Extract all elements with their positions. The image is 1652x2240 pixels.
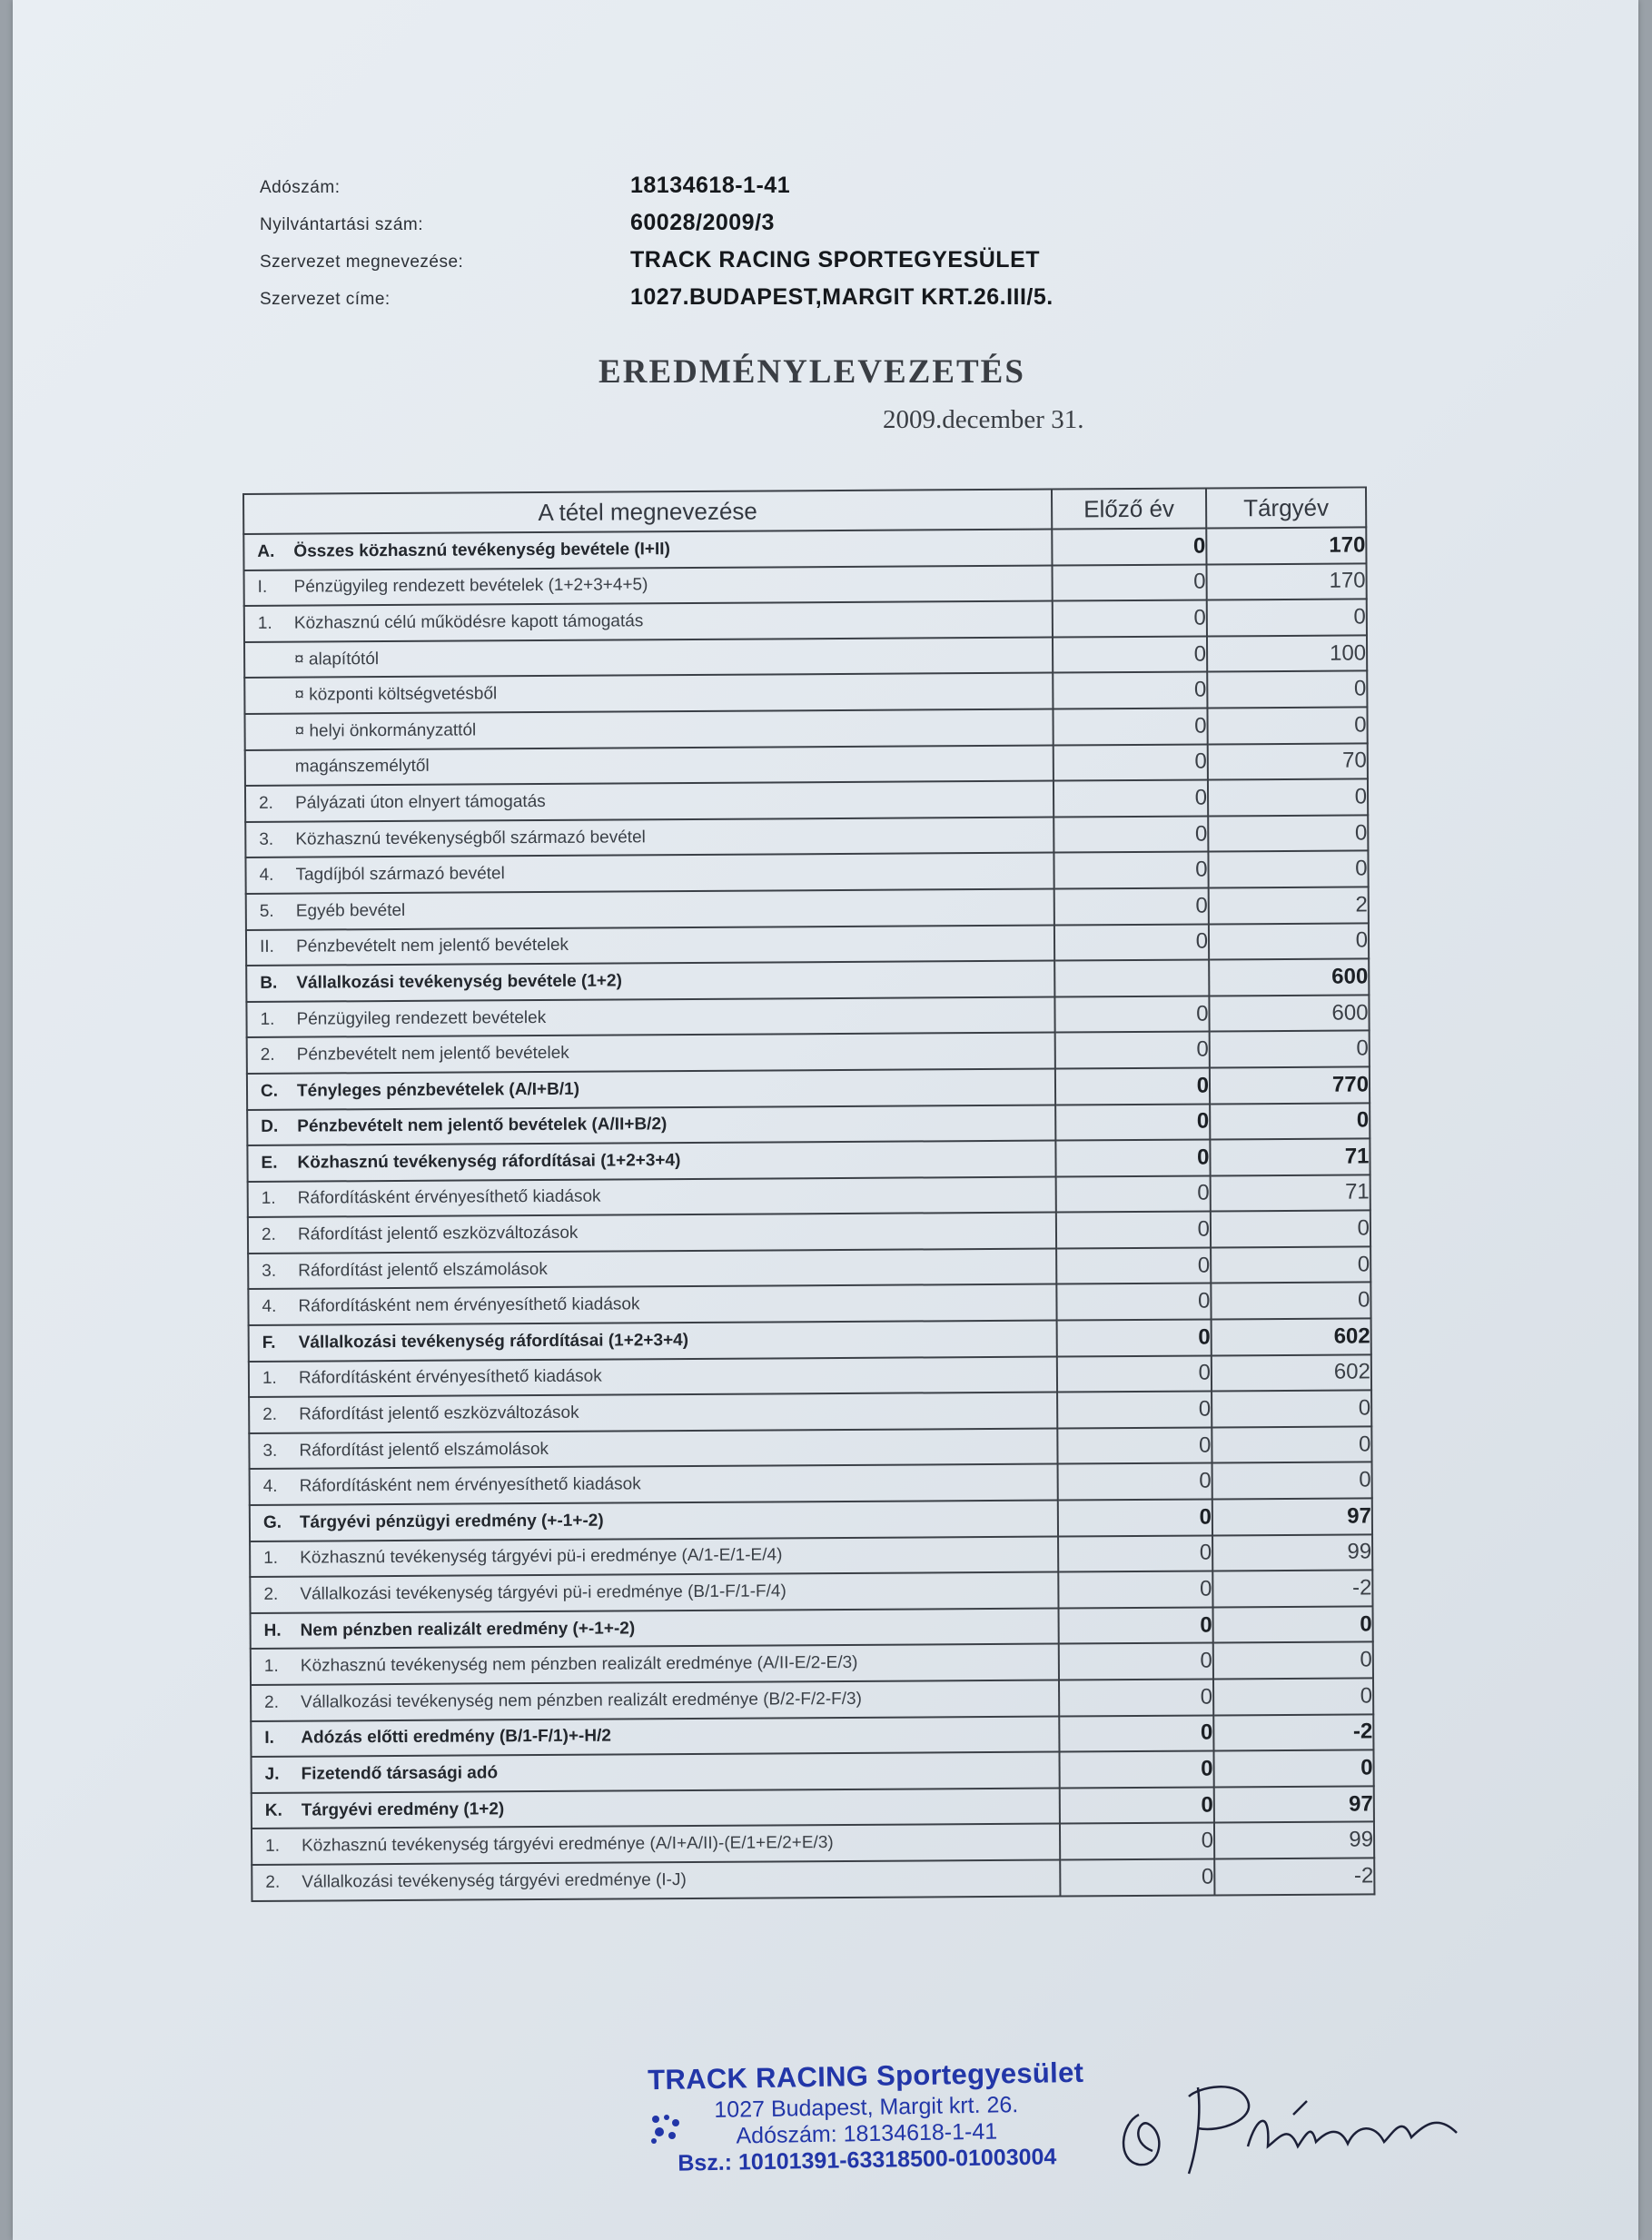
row-item-name [245, 781, 1054, 822]
row-item-name [252, 1859, 1060, 1900]
row-item-name [251, 1680, 1059, 1721]
row-current-year-value: 170 [1206, 527, 1366, 564]
row-current-year-value: 71 [1211, 1175, 1370, 1212]
row-code: 1. [265, 1836, 281, 1857]
row-label: ¤ központi költségvetésből [294, 684, 498, 705]
row-prev-year-value: 0 [1054, 887, 1209, 925]
row-current-year-value: 0 [1207, 671, 1367, 709]
row-prev-year-value: 0 [1058, 1500, 1212, 1537]
row-prev-year-value: 0 [1060, 1858, 1214, 1896]
row-item-name [250, 1464, 1058, 1505]
row-item-name [248, 1284, 1056, 1325]
row-label: Közhasznú tevékenység nem pénzben realizált eredménye (A/II-E/2-E/3) [300, 1653, 858, 1676]
row-prev-year-value: 0 [1058, 1463, 1212, 1501]
table-row [252, 1858, 1374, 1900]
row-code: 1. [260, 1009, 275, 1029]
row-prev-year-value: 0 [1059, 1679, 1213, 1716]
document-date: 2009.december 31. [883, 405, 1084, 434]
row-label: Közhasznú tevékenység tárgyévi pü-i eredménye (A/1-E/1-E/4) [300, 1545, 783, 1569]
row-code: 2. [263, 1584, 279, 1604]
row-current-year-value: 0 [1208, 815, 1368, 852]
registry-number-value: 60028/2009/3 [630, 210, 775, 235]
row-item-name [249, 1356, 1057, 1397]
row-code: G. [262, 1512, 282, 1532]
row-prev-year-value: 0 [1055, 1140, 1210, 1177]
row-prev-year-value: 0 [1059, 1607, 1213, 1644]
row-prev-year-value: 0 [1054, 744, 1208, 781]
row-prev-year-value: 0 [1054, 924, 1209, 961]
row-prev-year-value: 0 [1056, 1247, 1211, 1284]
row-current-year-value: 0 [1210, 1031, 1370, 1068]
row-label: Ráfordításként érvényesíthető kiadások [297, 1187, 601, 1209]
row-current-year-value: 70 [1208, 743, 1368, 780]
row-code: 2. [262, 1404, 278, 1424]
row-label: Ráfordításként nem érvényesíthető kiadások [299, 1474, 641, 1496]
row-current-year-value: 0 [1211, 1283, 1370, 1320]
row-code: E. [261, 1153, 278, 1173]
row-label: Vállalkozási tevékenység nem pénzben realizált eredménye (B/2-F/2-F/3) [301, 1689, 862, 1712]
row-prev-year-value: 0 [1052, 529, 1206, 566]
row-label: Összes közhasznú tevékenység bevétele (I+II) [293, 539, 670, 561]
row-label: Ráfordítást jelentő elszámolások [299, 1439, 549, 1461]
row-item-name [245, 745, 1054, 786]
row-prev-year-value: 0 [1053, 564, 1207, 601]
row-item-name [245, 853, 1054, 894]
row-label: Ráfordítást jelentő eszközváltozások [297, 1223, 579, 1244]
row-prev-year-value: 0 [1053, 708, 1207, 745]
row-prev-year-value: 0 [1059, 1643, 1213, 1680]
row-prev-year-value: 0 [1057, 1427, 1212, 1464]
row-prev-year-value: 0 [1053, 600, 1207, 638]
row-label: ¤ helyi önkormányzattól [294, 720, 477, 741]
row-current-year-value: 602 [1212, 1354, 1371, 1392]
row-current-year-value: 770 [1210, 1066, 1370, 1104]
column-header-name: A tétel megnevezése [243, 490, 1052, 534]
row-code: C. [260, 1081, 279, 1101]
row-item-name [247, 1105, 1055, 1145]
row-item-name [248, 1213, 1056, 1254]
row-item-name [244, 637, 1053, 678]
row-code: 2. [264, 1692, 280, 1712]
row-prev-year-value: 0 [1055, 1104, 1210, 1141]
row-code: 3. [262, 1261, 277, 1281]
header-row-org-address [260, 284, 1168, 322]
row-item-name [248, 1176, 1056, 1217]
row-code: A. [257, 541, 275, 561]
row-item-name [246, 888, 1054, 929]
row-label: magánszemélytől [294, 757, 430, 778]
row-code: H. [263, 1621, 282, 1640]
row-code: D. [261, 1117, 279, 1137]
row-item-name [251, 1608, 1059, 1649]
header-info [260, 173, 1168, 322]
row-code: 1. [262, 1369, 277, 1389]
row-item-name [247, 1068, 1055, 1109]
stamp-bank-account: Bsz.: 10101391-63318500-01003004 [678, 2144, 1057, 2176]
row-prev-year-value: 0 [1059, 1715, 1213, 1752]
column-header-prev-year: Előző év [1052, 489, 1206, 530]
row-current-year-value: 0 [1212, 1391, 1371, 1428]
row-current-year-value: 0 [1209, 923, 1369, 960]
row-label: Vállalkozási tevékenység bevétele (1+2) [296, 971, 622, 993]
row-item-name [249, 1321, 1057, 1362]
row-current-year-value: 0 [1207, 707, 1367, 744]
row-current-year-value: 0 [1210, 1103, 1370, 1140]
row-code: 5. [259, 901, 274, 921]
row-prev-year-value: 0 [1057, 1392, 1212, 1429]
row-item-name [243, 530, 1052, 570]
row-item-name [252, 1788, 1060, 1829]
row-code: 4. [262, 1477, 278, 1497]
row-code: 2. [261, 1224, 276, 1244]
stamp-address: 1027 Budapest, Margit krt. 26. [714, 2092, 1019, 2123]
row-current-year-value: -2 [1214, 1858, 1374, 1895]
row-current-year-value: 0 [1212, 1426, 1371, 1463]
column-header-current-year: Tárgyév [1206, 487, 1366, 528]
stamp-tax-number: Adószám: 18134618-1-41 [736, 2118, 998, 2149]
row-prev-year-value: 0 [1054, 996, 1209, 1033]
row-label: Tényleges pénzbevételek (A/I+B/1) [296, 1079, 580, 1101]
row-label: Ráfordítást jelentő eszközváltozások [299, 1402, 579, 1424]
row-code: 4. [262, 1297, 277, 1317]
header-row-tax-number [260, 173, 1168, 210]
registry-number-label: Nyilvántartási szám: [260, 215, 423, 234]
row-label: Ráfordításként nem érvényesíthető kiadások [298, 1294, 640, 1316]
row-current-year-value: 0 [1213, 1678, 1373, 1715]
document-title: EREDMÉNYLEVEZETÉS [598, 353, 1025, 391]
row-prev-year-value [1054, 960, 1209, 997]
row-code: 2. [259, 793, 274, 813]
row-code: I. [257, 578, 268, 598]
row-prev-year-value: 0 [1055, 1032, 1210, 1069]
row-prev-year-value: 0 [1060, 1787, 1214, 1824]
income-statement-table [242, 486, 1375, 1901]
row-label: Pénzügyileg rendezett bevételek (1+2+3+4+5) [293, 575, 648, 598]
row-label: Adózás előtti eredmény (B/1-F/1)+-H/2 [301, 1726, 611, 1749]
row-label: Közhasznú tevékenység tárgyévi eredménye (A/I+A/II)-(E/1+E/2+E/3) [302, 1833, 834, 1856]
row-item-name [251, 1644, 1059, 1685]
row-current-year-value: 0 [1208, 779, 1368, 817]
row-current-year-value: 600 [1209, 995, 1369, 1032]
row-code: 4. [259, 865, 274, 886]
row-label: Pénzbevételt nem jelentő bevételek [295, 936, 569, 956]
row-current-year-value: 0 [1213, 1606, 1373, 1643]
row-code: I. [264, 1729, 275, 1749]
row-item-name [246, 996, 1054, 1037]
document-page [13, 0, 1638, 2240]
row-label: Ráfordítást jelentő elszámolások [298, 1259, 548, 1281]
row-code: 1. [263, 1549, 279, 1569]
row-prev-year-value: 0 [1057, 1355, 1212, 1393]
row-label: Egyéb bevétel [295, 900, 406, 921]
row-current-year-value: 0 [1211, 1246, 1370, 1284]
row-item-name [248, 1248, 1056, 1289]
row-item-name [244, 565, 1053, 606]
row-item-name [244, 709, 1053, 750]
row-current-year-value: 100 [1207, 635, 1367, 672]
row-label: Közhasznú célú működésre kapott támogatás [293, 611, 644, 633]
table-header-row [243, 487, 1366, 534]
row-current-year-value: 97 [1214, 1786, 1374, 1823]
row-code: 3. [259, 829, 274, 849]
row-prev-year-value: 0 [1056, 1284, 1211, 1321]
row-item-name [251, 1752, 1059, 1793]
row-label: Tárgyévi pénzügyi eredmény (+-1+-2) [299, 1511, 604, 1532]
row-current-year-value: 0 [1213, 1750, 1373, 1788]
row-current-year-value: 0 [1211, 1211, 1370, 1248]
row-item-name [247, 1033, 1055, 1074]
org-name-value: TRACK RACING SPORTEGYESÜLET [630, 247, 1041, 273]
row-label: Vállalkozási tevékenység tárgyévi eredménye (I-J) [302, 1869, 687, 1892]
row-prev-year-value: 0 [1056, 1175, 1211, 1213]
row-code: F. [262, 1333, 276, 1353]
row-prev-year-value: 0 [1059, 1751, 1213, 1789]
row-item-name [250, 1501, 1058, 1541]
row-code: 2. [265, 1872, 281, 1892]
row-item-name [249, 1428, 1057, 1469]
row-prev-year-value: 0 [1057, 1320, 1212, 1357]
row-current-year-value: 71 [1210, 1139, 1370, 1176]
row-label: Fizetendő társasági adó [301, 1763, 499, 1784]
row-current-year-value: 0 [1212, 1462, 1372, 1500]
row-item-name [244, 673, 1053, 714]
row-label: Nem pénzben realizált eredmény (+-1+-2) [300, 1618, 636, 1640]
org-address-value: 1027.BUDAPEST,MARGIT KRT.26.III/5. [630, 284, 1054, 310]
row-current-year-value: 600 [1209, 959, 1369, 996]
row-current-year-value: 0 [1207, 600, 1367, 637]
row-prev-year-value: 0 [1054, 852, 1208, 889]
row-current-year-value: 99 [1214, 1822, 1374, 1859]
row-label: Tárgyévi eredmény (1+2) [301, 1799, 505, 1820]
row-label: Tagdíjból származó bevétel [295, 864, 505, 885]
row-item-name [251, 1716, 1059, 1757]
row-label: Pályázati úton elnyert támogatás [295, 791, 546, 813]
row-item-name [250, 1536, 1058, 1577]
row-item-name [252, 1824, 1060, 1865]
row-prev-year-value: 0 [1058, 1535, 1212, 1572]
row-item-name [246, 961, 1054, 1002]
row-prev-year-value: 0 [1053, 672, 1207, 709]
row-current-year-value: -2 [1212, 1571, 1372, 1608]
row-prev-year-value: 0 [1054, 780, 1208, 818]
row-label: Közhasznú tevékenységből származó bevétel [295, 827, 646, 849]
header-row-org-name [260, 247, 1168, 284]
row-code: B. [260, 973, 278, 993]
row-current-year-value: 99 [1212, 1534, 1372, 1571]
row-item-name [250, 1572, 1058, 1613]
row-item-name [246, 925, 1054, 966]
tax-number-label: Adószám: [260, 178, 341, 197]
row-current-year-value: 97 [1212, 1498, 1372, 1535]
row-label: Pénzbevételt nem jelentő bevételek (A/II+B/2) [297, 1115, 668, 1136]
row-current-year-value: 170 [1206, 563, 1366, 600]
row-prev-year-value: 0 [1054, 816, 1208, 853]
row-label: Pénzügyileg rendezett bevételek [296, 1007, 547, 1029]
organization-stamp [611, 2056, 1122, 2178]
tax-number-value: 18134618-1-41 [630, 173, 791, 198]
row-code: J. [264, 1764, 280, 1784]
row-current-year-value: 2 [1209, 887, 1369, 924]
row-prev-year-value: 0 [1055, 1067, 1210, 1105]
row-current-year-value: 602 [1212, 1318, 1371, 1355]
row-label: Ráfordításként érvényesíthető kiadások [298, 1367, 602, 1389]
org-address-label: Szervezet címe: [260, 290, 391, 309]
row-code: 1. [257, 613, 272, 633]
row-prev-year-value: 0 [1058, 1571, 1212, 1609]
row-item-name [249, 1393, 1057, 1433]
row-item-name [244, 601, 1053, 642]
row-prev-year-value: 0 [1053, 636, 1207, 673]
table-body [243, 527, 1374, 1900]
row-current-year-value: 0 [1208, 851, 1368, 888]
row-item-name [247, 1141, 1055, 1182]
row-code: K. [264, 1800, 282, 1820]
stamp-org-name: TRACK RACING Sportegyesület [647, 2056, 1084, 2096]
row-label: Vállalkozási tevékenység tárgyévi pü-i eredménye (B/1-F/1-F/4) [300, 1581, 786, 1604]
row-code: 1. [261, 1189, 276, 1209]
row-label: ¤ alapítótól [294, 649, 380, 669]
header-row-registry-number [260, 210, 1168, 247]
org-name-label: Szervezet megnevezése: [260, 253, 464, 272]
row-code: 2. [260, 1045, 275, 1065]
row-prev-year-value: 0 [1060, 1823, 1214, 1860]
handwritten-signature [1112, 2060, 1493, 2196]
row-current-year-value: -2 [1213, 1714, 1373, 1751]
row-prev-year-value: 0 [1056, 1212, 1211, 1249]
row-label: Pénzbevételt nem jelentő bevételek [296, 1043, 569, 1065]
row-label: Közhasznú tevékenység ráfordításai (1+2+3+4) [297, 1150, 681, 1173]
row-code: 3. [262, 1441, 278, 1461]
row-item-name [245, 817, 1054, 857]
row-label: Vállalkozási tevékenység ráfordításai (1+2+3+4) [298, 1330, 689, 1353]
row-current-year-value: 0 [1213, 1642, 1373, 1680]
row-code: II. [259, 937, 274, 957]
row-code: 1. [263, 1656, 279, 1677]
